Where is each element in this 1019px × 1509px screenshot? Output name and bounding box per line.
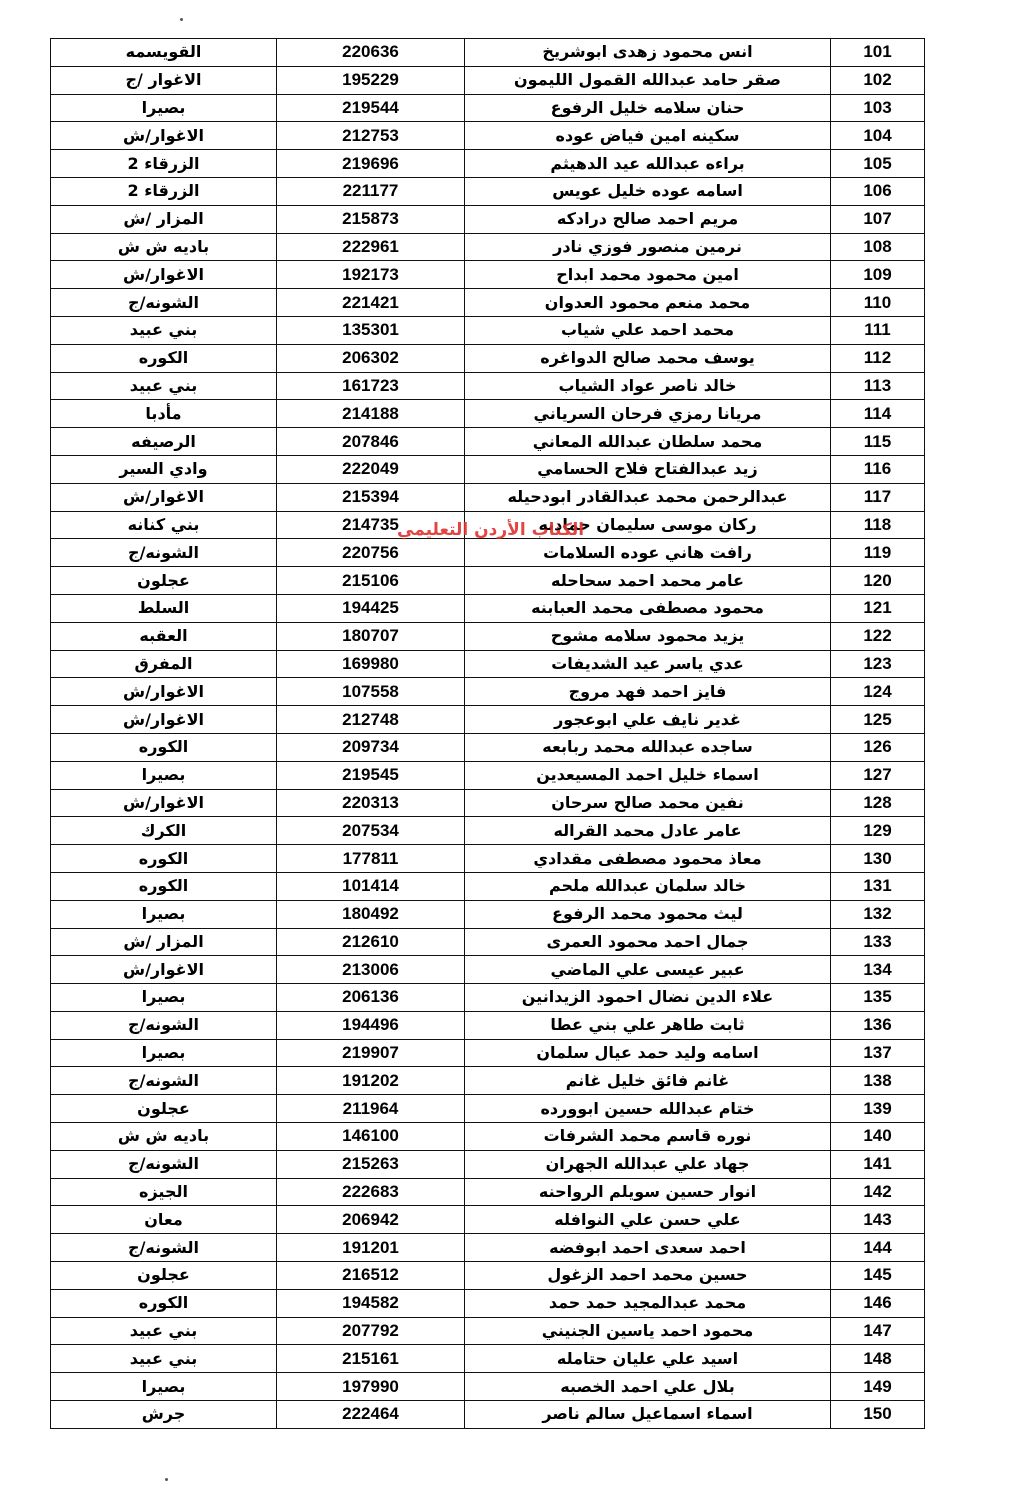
- table-row: [51, 1095, 925, 1123]
- table-row: [51, 928, 925, 956]
- table-row: [51, 1317, 925, 1345]
- table-row: [51, 428, 925, 456]
- directorate-cell: بصيرا: [51, 1039, 277, 1067]
- id-cell: 215873: [277, 205, 465, 233]
- directorate-cell: بني عبيد: [51, 1345, 277, 1373]
- number-cell: 128: [831, 789, 925, 817]
- table-row: [51, 205, 925, 233]
- number-cell: 126: [831, 733, 925, 761]
- directorate-cell: العقبه: [51, 622, 277, 650]
- name-cell: محمد عبدالمجيد حمد حمد: [465, 1289, 831, 1317]
- directorate-cell: معان: [51, 1206, 277, 1234]
- number-cell: 116: [831, 455, 925, 483]
- directorate-cell: الكوره: [51, 733, 277, 761]
- table-row: [51, 1150, 925, 1178]
- number-cell: 123: [831, 650, 925, 678]
- number-cell: 141: [831, 1150, 925, 1178]
- directorate-cell: الزرقاء 2: [51, 150, 277, 178]
- directorate-cell: عجلون: [51, 1262, 277, 1290]
- name-cell: جمال احمد محمود العمرى: [465, 928, 831, 956]
- number-cell: 138: [831, 1067, 925, 1095]
- directorate-cell: الجيزه: [51, 1178, 277, 1206]
- name-cell: محمد سلطان عبدالله المعاني: [465, 428, 831, 456]
- name-cell: اسماء خليل احمد المسيعدين: [465, 761, 831, 789]
- table-row: [51, 706, 925, 734]
- name-cell: عدي ياسر عيد الشديفات: [465, 650, 831, 678]
- number-cell: 119: [831, 539, 925, 567]
- table-body: [51, 39, 925, 1429]
- id-cell: 191202: [277, 1067, 465, 1095]
- id-cell: 146100: [277, 1123, 465, 1151]
- table-row: [51, 733, 925, 761]
- number-cell: 144: [831, 1234, 925, 1262]
- id-cell: 222961: [277, 233, 465, 261]
- directorate-cell: بني عبيد: [51, 1317, 277, 1345]
- id-cell: 222464: [277, 1401, 465, 1429]
- table-row: [51, 872, 925, 900]
- name-cell: ثابت طاهر علي بني عطا: [465, 1011, 831, 1039]
- name-cell: فايز احمد فهد مروج: [465, 678, 831, 706]
- id-cell: 219545: [277, 761, 465, 789]
- number-cell: 146: [831, 1289, 925, 1317]
- id-cell: 191201: [277, 1234, 465, 1262]
- id-cell: 212610: [277, 928, 465, 956]
- number-cell: 147: [831, 1317, 925, 1345]
- number-cell: 120: [831, 567, 925, 595]
- table-row: [51, 1345, 925, 1373]
- id-cell: 135301: [277, 316, 465, 344]
- id-cell: 101414: [277, 872, 465, 900]
- directorate-cell: الكوره: [51, 872, 277, 900]
- table-row: [51, 344, 925, 372]
- number-cell: 131: [831, 872, 925, 900]
- number-cell: 107: [831, 205, 925, 233]
- directorate-cell: بصيرا: [51, 94, 277, 122]
- name-cell: احمد سعدى احمد ابوفضه: [465, 1234, 831, 1262]
- name-cell: عبير عيسى علي الماضي: [465, 956, 831, 984]
- id-cell: 180492: [277, 900, 465, 928]
- table-row: [51, 845, 925, 873]
- table-row: [51, 316, 925, 344]
- id-cell: 107558: [277, 678, 465, 706]
- id-cell: 216512: [277, 1262, 465, 1290]
- name-cell: زيد عبدالفتاح فلاح الحسامي: [465, 455, 831, 483]
- table-row: [51, 372, 925, 400]
- table-row: [51, 1067, 925, 1095]
- name-cell: انس محمود زهدى ابوشريخ: [465, 39, 831, 67]
- number-cell: 111: [831, 316, 925, 344]
- number-cell: 105: [831, 150, 925, 178]
- id-cell: 211964: [277, 1095, 465, 1123]
- number-cell: 109: [831, 261, 925, 289]
- table-row: [51, 1234, 925, 1262]
- name-cell: اسماء اسماعيل سالم ناصر: [465, 1401, 831, 1429]
- number-cell: 135: [831, 984, 925, 1012]
- table-row: [51, 66, 925, 94]
- id-cell: 206302: [277, 344, 465, 372]
- table-row: [51, 289, 925, 317]
- name-cell: حنان سلامه خليل الرفوع: [465, 94, 831, 122]
- name-cell: غانم فائق خليل غانم: [465, 1067, 831, 1095]
- table-row: [51, 650, 925, 678]
- directorate-cell: جرش: [51, 1401, 277, 1429]
- number-cell: 104: [831, 122, 925, 150]
- directorate-cell: بصيرا: [51, 984, 277, 1012]
- table-row: [51, 39, 925, 67]
- number-cell: 112: [831, 344, 925, 372]
- number-cell: 117: [831, 483, 925, 511]
- watermark-text: الكتاب الأردن التعليمي: [397, 520, 585, 540]
- directorate-cell: الاغوار/ش: [51, 789, 277, 817]
- name-cell: جهاد علي عبدالله الجهران: [465, 1150, 831, 1178]
- directorate-cell: الشونه/ج: [51, 1234, 277, 1262]
- id-cell: 207846: [277, 428, 465, 456]
- id-cell: 194496: [277, 1011, 465, 1039]
- name-cell: خالد سلمان عبدالله ملحم: [465, 872, 831, 900]
- table-row: [51, 122, 925, 150]
- table-row: [51, 761, 925, 789]
- directorate-cell: الشونه/ج: [51, 539, 277, 567]
- id-cell: 214188: [277, 400, 465, 428]
- name-cell: امين محمود محمد ابداح: [465, 261, 831, 289]
- id-cell: 213006: [277, 956, 465, 984]
- name-cell: نرمين منصور فوزي نادر: [465, 233, 831, 261]
- name-cell: ختام عبدالله حسين ابوورده: [465, 1095, 831, 1123]
- number-cell: 134: [831, 956, 925, 984]
- name-cell: نفين محمد صالح سرحان: [465, 789, 831, 817]
- table-row: [51, 678, 925, 706]
- number-cell: 110: [831, 289, 925, 317]
- id-cell: 215394: [277, 483, 465, 511]
- number-cell: 103: [831, 94, 925, 122]
- name-cell: اسيد علي عليان حتامله: [465, 1345, 831, 1373]
- table-row: [51, 94, 925, 122]
- directorate-cell: الاغوار/ش: [51, 483, 277, 511]
- id-cell: 206942: [277, 1206, 465, 1234]
- table-row: [51, 789, 925, 817]
- id-cell: 222049: [277, 455, 465, 483]
- id-cell: 222683: [277, 1178, 465, 1206]
- id-cell: 215263: [277, 1150, 465, 1178]
- number-cell: 129: [831, 817, 925, 845]
- number-cell: 114: [831, 400, 925, 428]
- name-cell: حسين محمد احمد الزغول: [465, 1262, 831, 1290]
- number-cell: 142: [831, 1178, 925, 1206]
- number-cell: 124: [831, 678, 925, 706]
- id-cell: 209734: [277, 733, 465, 761]
- directorate-cell: المزار /ش: [51, 205, 277, 233]
- directorate-cell: باديه ش ش: [51, 1123, 277, 1151]
- scan-speck: [180, 18, 183, 21]
- id-cell: 220636: [277, 39, 465, 67]
- number-cell: 137: [831, 1039, 925, 1067]
- name-cell: محمد احمد علي شياب: [465, 316, 831, 344]
- table-row: [51, 1011, 925, 1039]
- number-cell: 145: [831, 1262, 925, 1290]
- number-cell: 115: [831, 428, 925, 456]
- table-row: [51, 483, 925, 511]
- table-row: [51, 1289, 925, 1317]
- name-cell: عامر محمد احمد سحاحله: [465, 567, 831, 595]
- scan-speck: [165, 1478, 168, 1481]
- directorate-cell: الشونه/ج: [51, 289, 277, 317]
- name-cell: براءه عبدالله عيد الدهيثم: [465, 150, 831, 178]
- name-cell: اسامه وليد حمد عيال سلمان: [465, 1039, 831, 1067]
- number-cell: 133: [831, 928, 925, 956]
- name-cell: ليث محمود محمد الرفوع: [465, 900, 831, 928]
- name-cell: عبدالرحمن محمد عبدالقادر ابودحيله: [465, 483, 831, 511]
- id-cell: 215106: [277, 567, 465, 595]
- table-row: [51, 984, 925, 1012]
- directorate-cell: المفرق: [51, 650, 277, 678]
- name-cell: سكينه امين فياض عوده: [465, 122, 831, 150]
- id-cell: 180707: [277, 622, 465, 650]
- directorate-cell: الشونه/ج: [51, 1011, 277, 1039]
- table-row: [51, 1262, 925, 1290]
- number-cell: 102: [831, 66, 925, 94]
- number-cell: 150: [831, 1401, 925, 1429]
- table-row: [51, 622, 925, 650]
- table-row: [51, 1178, 925, 1206]
- directorate-cell: باديه ش ش: [51, 233, 277, 261]
- number-cell: 127: [831, 761, 925, 789]
- name-cell: علي حسن علي النوافله: [465, 1206, 831, 1234]
- id-cell: 194425: [277, 594, 465, 622]
- directorate-cell: بني عبيد: [51, 316, 277, 344]
- id-cell: 221177: [277, 177, 465, 205]
- number-cell: 118: [831, 511, 925, 539]
- id-cell: 214735: [277, 511, 465, 539]
- number-cell: 148: [831, 1345, 925, 1373]
- id-cell: 219696: [277, 150, 465, 178]
- number-cell: 121: [831, 594, 925, 622]
- directorate-cell: بصيرا: [51, 761, 277, 789]
- table-row: [51, 1401, 925, 1429]
- id-cell: 177811: [277, 845, 465, 873]
- id-cell: 212748: [277, 706, 465, 734]
- id-cell: 194582: [277, 1289, 465, 1317]
- directorate-cell: الشونه/ج: [51, 1067, 277, 1095]
- directorate-cell: الاغوار/ش: [51, 122, 277, 150]
- table-row: [51, 567, 925, 595]
- table-row: [51, 956, 925, 984]
- id-cell: 161723: [277, 372, 465, 400]
- directorate-cell: الاغوار/ش: [51, 678, 277, 706]
- directorate-cell: الرصيفه: [51, 428, 277, 456]
- number-cell: 130: [831, 845, 925, 873]
- number-cell: 122: [831, 622, 925, 650]
- number-cell: 106: [831, 177, 925, 205]
- id-cell: 219907: [277, 1039, 465, 1067]
- id-cell: 212753: [277, 122, 465, 150]
- directorate-cell: عجلون: [51, 1095, 277, 1123]
- id-cell: 197990: [277, 1373, 465, 1401]
- id-cell: 169980: [277, 650, 465, 678]
- number-cell: 139: [831, 1095, 925, 1123]
- name-cell: محمود مصطفى محمد العبابنه: [465, 594, 831, 622]
- directorate-cell: السلط: [51, 594, 277, 622]
- name-cell: اسامه عوده خليل عويس: [465, 177, 831, 205]
- name-cell: محمد منعم محمود العدوان: [465, 289, 831, 317]
- id-cell: 220756: [277, 539, 465, 567]
- id-cell: 192173: [277, 261, 465, 289]
- directorate-cell: الاغوار/ش: [51, 261, 277, 289]
- name-cell: مريانا رمزي فرحان السرياني: [465, 400, 831, 428]
- name-cell: علاء الدين نضال احمود الزيدانين: [465, 984, 831, 1012]
- table-row: [51, 1039, 925, 1067]
- directorate-cell: بني كنانه: [51, 511, 277, 539]
- table-row: [51, 1123, 925, 1151]
- directorate-cell: مأدبا: [51, 400, 277, 428]
- name-cell: عامر عادل محمد القراله: [465, 817, 831, 845]
- directorate-cell: الزرقاء 2: [51, 177, 277, 205]
- id-cell: 195229: [277, 66, 465, 94]
- id-cell: 215161: [277, 1345, 465, 1373]
- directorate-cell: بصيرا: [51, 1373, 277, 1401]
- name-cell: مريم احمد صالح درادكه: [465, 205, 831, 233]
- number-cell: 113: [831, 372, 925, 400]
- directorate-cell: الشونه/ج: [51, 1150, 277, 1178]
- id-cell: 219544: [277, 94, 465, 122]
- name-cell: بلال علي احمد الخصبه: [465, 1373, 831, 1401]
- directorate-cell: بصيرا: [51, 900, 277, 928]
- table-row: [51, 594, 925, 622]
- name-cell: يوسف محمد صالح الدواغره: [465, 344, 831, 372]
- name-cell: غدير نايف علي ابوعجور: [465, 706, 831, 734]
- directorate-cell: الكوره: [51, 1289, 277, 1317]
- name-cell: خالد ناصر عواد الشياب: [465, 372, 831, 400]
- table-row: [51, 400, 925, 428]
- number-cell: 136: [831, 1011, 925, 1039]
- id-cell: 206136: [277, 984, 465, 1012]
- name-cell: صقر حامد عبدالله القمول الليمون: [465, 66, 831, 94]
- directorate-cell: الاغوار/ش: [51, 956, 277, 984]
- directorate-cell: المزار /ش: [51, 928, 277, 956]
- number-cell: 143: [831, 1206, 925, 1234]
- table-row: [51, 1206, 925, 1234]
- table-row: [51, 261, 925, 289]
- directorate-cell: الاغوار/ش: [51, 706, 277, 734]
- id-cell: 220313: [277, 789, 465, 817]
- id-cell: 207534: [277, 817, 465, 845]
- table-row: [51, 817, 925, 845]
- directorate-cell: الكرك: [51, 817, 277, 845]
- name-cell: ساجده عبدالله محمد ربابعه: [465, 733, 831, 761]
- name-cell: يزيد محمود سلامه مشوح: [465, 622, 831, 650]
- directorate-cell: عجلون: [51, 567, 277, 595]
- id-cell: 207792: [277, 1317, 465, 1345]
- candidates-table: [50, 38, 925, 1429]
- name-cell: معاذ محمود مصطفى مقدادي: [465, 845, 831, 873]
- table-row: [51, 900, 925, 928]
- directorate-cell: وادي السير: [51, 455, 277, 483]
- directorate-cell: الاغوار /ج: [51, 66, 277, 94]
- id-cell: 221421: [277, 289, 465, 317]
- table-row: [51, 233, 925, 261]
- name-cell: نوره قاسم محمد الشرفات: [465, 1123, 831, 1151]
- number-cell: 101: [831, 39, 925, 67]
- table-row: [51, 177, 925, 205]
- table-row: [51, 455, 925, 483]
- directorate-cell: القويسمه: [51, 39, 277, 67]
- name-cell: محمود احمد ياسين الجنيني: [465, 1317, 831, 1345]
- name-cell: رافت هاني عوده السلامات: [465, 539, 831, 567]
- table-row: [51, 1373, 925, 1401]
- name-cell: انوار حسين سويلم الرواحنه: [465, 1178, 831, 1206]
- number-cell: 149: [831, 1373, 925, 1401]
- name-cell: ركان موسى سليمان حمادنه: [465, 511, 831, 539]
- number-cell: 140: [831, 1123, 925, 1151]
- number-cell: 125: [831, 706, 925, 734]
- directorate-cell: الكوره: [51, 344, 277, 372]
- directorate-cell: بني عبيد: [51, 372, 277, 400]
- number-cell: 108: [831, 233, 925, 261]
- directorate-cell: الكوره: [51, 845, 277, 873]
- number-cell: 132: [831, 900, 925, 928]
- table-row: [51, 539, 925, 567]
- table-row: [51, 150, 925, 178]
